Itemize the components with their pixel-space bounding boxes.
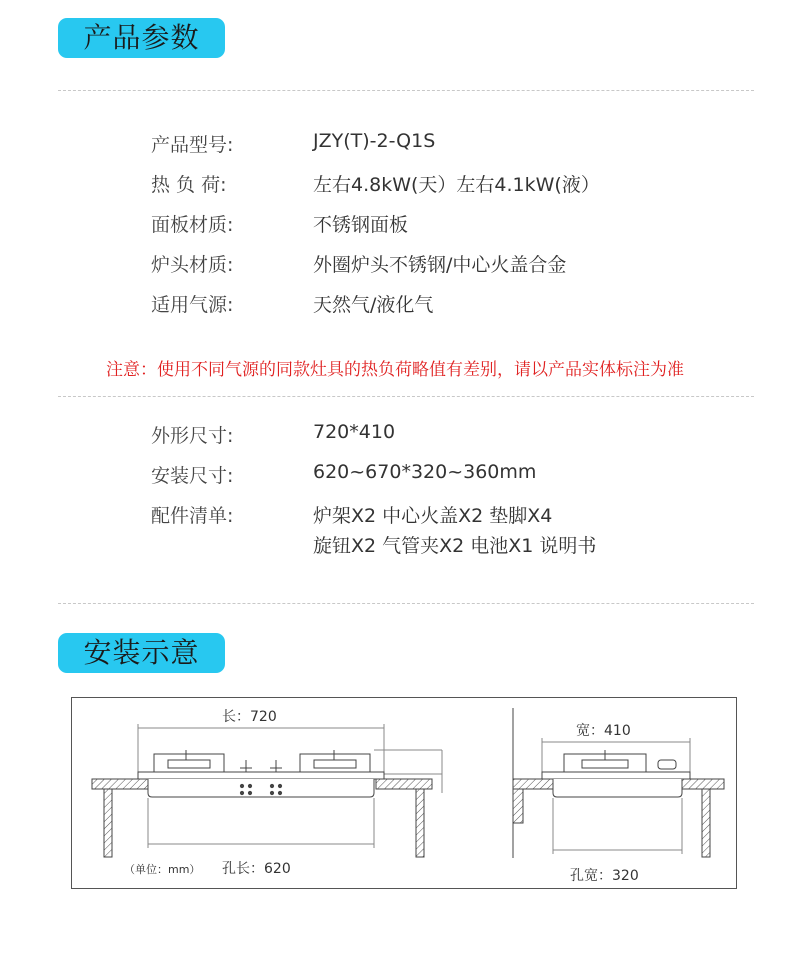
divider xyxy=(58,90,754,91)
spec-row-gas-source xyxy=(0,290,790,316)
section-title-install-diagram: 安装示意 xyxy=(58,633,225,673)
spec-label: 适用气源: xyxy=(151,294,234,316)
length-label: 长：720 xyxy=(222,709,277,725)
spec-row-accessories xyxy=(0,501,790,527)
width-label: 宽：410 xyxy=(576,723,631,739)
spec-row-install-size xyxy=(0,461,790,487)
install-diagram-drawing xyxy=(72,698,736,888)
spec-row-model xyxy=(0,130,790,156)
spec-row-panel-material xyxy=(0,210,790,236)
spec-label: 面板材质: xyxy=(151,214,234,236)
divider xyxy=(58,603,754,604)
spec-row-burner-material xyxy=(0,250,790,276)
spec-label: 热 负 荷: xyxy=(151,174,227,196)
install-diagram xyxy=(71,697,737,889)
spec-label: 安装尺寸: xyxy=(151,465,234,487)
spec-row-heat-load xyxy=(0,170,790,196)
front-view xyxy=(92,724,442,857)
spec-value: 左右4.8kW(天）左右4.1kW(液） xyxy=(313,174,600,196)
spec-label: 炉头材质: xyxy=(151,254,234,276)
hole-length-label: 孔长：620 xyxy=(222,861,291,877)
notice-text: 注意：使用不同气源的同款灶具的热负荷略值有差别，请以产品实体标注为准 xyxy=(106,360,684,380)
hole-width-label: 孔宽：320 xyxy=(570,868,639,884)
spec-label: 配件清单: xyxy=(151,505,234,527)
spec-value: 炉架X2 中心火盖X2 垫脚X4 xyxy=(313,505,553,527)
spec-row-accessories-2 xyxy=(0,531,790,557)
spec-value: 不锈钢面板 xyxy=(313,214,409,236)
spec-row-dimensions xyxy=(0,421,790,447)
spec-value: 天然气/液化气 xyxy=(313,294,434,316)
section-title-product-params: 产品参数 xyxy=(58,18,225,58)
spec-value: 720*410 xyxy=(313,421,396,443)
spec-label: 外形尺寸: xyxy=(151,425,234,447)
unit-label: （单位：mm） xyxy=(124,863,201,876)
spec-value: 旋钮X2 气管夹X2 电池X1 说明书 xyxy=(313,535,597,557)
spec-value: JZY(T)-2-Q1S xyxy=(313,130,436,152)
spec-label: 产品型号: xyxy=(151,134,234,156)
spec-value: 外圈炉头不锈钢/中心火盖合金 xyxy=(313,254,567,276)
spec-value: 620~670*320~360mm xyxy=(313,461,537,483)
divider xyxy=(58,396,754,397)
